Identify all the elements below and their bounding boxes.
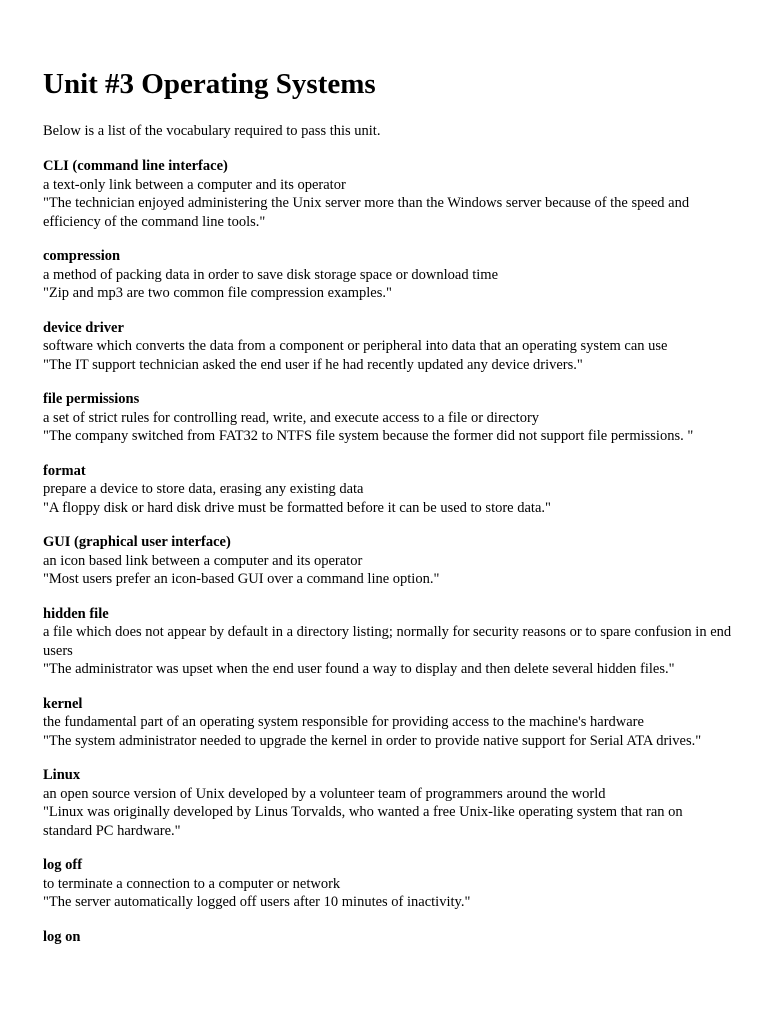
vocab-example: "The administrator was upset when the end user found a way to display and then delete several hidden files." xyxy=(43,661,675,677)
vocab-term: hidden file xyxy=(43,605,109,622)
vocab-entry-file-permissions xyxy=(43,390,733,446)
vocab-definition: a file which does not appear by default in a directory listing; normally for security reasons or to spare confusion in end users xyxy=(43,624,732,659)
vocab-definition: to terminate a connection to a computer or network xyxy=(43,875,341,892)
vocab-entry-hidden-file xyxy=(43,605,733,679)
vocab-entry-log-off xyxy=(43,856,733,912)
vocab-example: "The server automatically logged off users after 10 minutes of inactivity." xyxy=(43,894,471,910)
vocab-example: "Most users prefer an icon-based GUI over a command line option." xyxy=(43,571,440,587)
vocab-definition: an icon based link between a computer and its operator xyxy=(43,552,363,569)
vocab-definition: software which converts the data from a component or peripheral into data that an operating system can use xyxy=(43,338,668,354)
vocab-definition: the fundamental part of an operating system responsible for providing access to the machine's hardware xyxy=(43,714,644,730)
vocab-term: CLI (command line interface) xyxy=(43,158,228,174)
vocab-entry-kernel xyxy=(43,695,733,751)
vocab-example: "The system administrator needed to upgrade the kernel in order to provide native support for Serial ATA drives." xyxy=(43,732,702,749)
vocab-entry-cli xyxy=(43,157,733,231)
vocab-example: "The technician enjoyed administering the Unix server more than the Windows server because of the speed and efficiency of the command line tools." xyxy=(43,195,690,230)
vocab-definition: a method of packing data in order to save disk storage space or download time xyxy=(43,266,499,283)
vocab-entry-linux xyxy=(43,766,733,840)
vocab-entry-format xyxy=(43,462,733,518)
vocabulary-list xyxy=(43,157,733,962)
vocab-term: Linux xyxy=(43,767,81,783)
vocab-term: format xyxy=(43,462,86,479)
vocab-example: "A floppy disk or hard disk drive must be formatted before it can be used to store data." xyxy=(43,499,551,516)
vocab-definition: an open source version of Unix developed by a volunteer team of programmers around the world xyxy=(43,785,606,802)
vocab-example: "Linux was originally developed by Linus Torvalds, who wanted a free Unix-like operating system that ran on standard PC hardware." xyxy=(43,804,683,839)
vocab-example: "Zip and mp3 are two common file compression examples." xyxy=(43,285,392,301)
vocab-term: compression xyxy=(43,248,121,264)
vocab-entry-device-driver xyxy=(43,319,733,375)
vocab-term: log on xyxy=(43,928,81,945)
vocab-entry-gui xyxy=(43,533,733,589)
vocab-term: kernel xyxy=(43,695,83,712)
vocab-term: device driver xyxy=(43,319,124,336)
vocab-term: log off xyxy=(43,857,83,873)
vocab-definition: a text-only link between a computer and its operator xyxy=(43,176,346,193)
page-title: Unit #3 Operating Systems xyxy=(43,68,376,100)
vocab-definition: prepare a device to store data, erasing any existing data xyxy=(43,481,364,497)
vocab-entry-compression xyxy=(43,247,733,303)
vocab-definition: a set of strict rules for controlling read, write, and execute access to a file or directory xyxy=(43,409,540,426)
vocab-example: "The IT support technician asked the end user if he had recently updated any device drivers." xyxy=(43,356,583,373)
vocab-term: file permissions xyxy=(43,391,140,407)
vocab-term: GUI (graphical user interface) xyxy=(43,534,231,550)
vocab-entry-log-on xyxy=(43,928,733,947)
intro-text: Below is a list of the vocabulary required to pass this unit. xyxy=(43,123,381,139)
vocab-example: "The company switched from FAT32 to NTFS file system because the former did not support file permissions. " xyxy=(43,428,694,444)
